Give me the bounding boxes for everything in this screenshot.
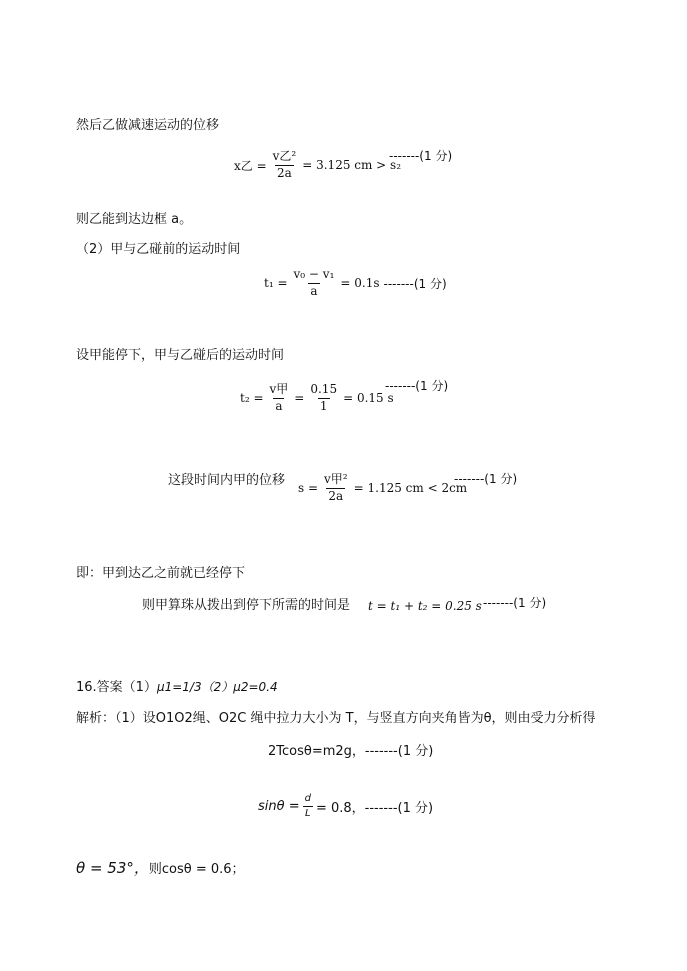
score-mark-2: -------(1 分) [383,276,447,291]
equation-1 [234,150,401,181]
equation-4-lhs: s = [298,481,319,496]
equation-2-denominator: a [310,283,318,298]
equation-4-numerator: v甲² [324,472,348,486]
cos-theta-value: 则cosθ = 0.6； [148,862,245,877]
text-line-4: 设甲能停下，甲与乙碰后的运动时间 [76,348,285,363]
equation-3-fraction-2 [308,383,339,414]
equation-2-numerator: v₀ − v₁ [293,267,335,281]
score-mark-3: -------(1 分) [385,379,449,393]
text-line-9: 解析：（1）设O1O2绳、O2C 绳中拉力大小为 T，与竖直方向夹角皆为θ，则由受力分析得 [76,711,596,726]
fraction-denominator: L [305,807,311,819]
text-line-3: （2）甲与乙碰前的运动时间 [76,242,241,257]
fraction-numerator: d [304,793,311,804]
text-line-5: 这段时间内甲的位移 [168,473,286,488]
equation-4-fraction [322,473,350,504]
equals-sign: = [294,391,305,406]
equation-3-denominator-2: 1 [319,398,328,413]
sin-theta-label: sinθ = [258,798,300,814]
equation-4-rhs: = 1.125 cm < 2cm [353,481,468,496]
text-line-11 [258,793,433,819]
answer-line [76,676,278,695]
text-line-2: 则乙能到达边框 a。 [76,212,193,227]
equation-2 [264,268,447,299]
text-line-1: 然后乙做减速运动的位移 [76,118,220,133]
answer-mu1: μ1=1/3（2） [156,680,234,694]
equation-3 [240,383,394,414]
equation-3-lhs: t₂ = [240,391,264,406]
equation-3-denominator-1: a [275,398,283,413]
equation-4 [298,473,467,504]
score-mark-1: -------(1 分) [389,149,453,163]
score-mark-5: -------(1 分) [483,596,547,610]
equation-2-fraction [292,268,337,299]
equation-4-denominator: 2a [328,488,344,503]
d-over-l-fraction [303,793,313,819]
equation-5: t = t₁ + t₂ = 0.25 s [368,599,482,613]
text-line-7: 则甲算珠从拨出到停下所需的时间是 [142,598,351,613]
equation-2-lhs: t₁ = [264,276,288,291]
equation-2-rhs: = 0.1s [340,276,380,291]
text-line-10: 2Tcosθ=m2g，-------(1 分) [268,744,434,759]
equation-1-numerator: v乙² [272,149,297,163]
equation-3-numerator-1: v甲 [269,382,289,396]
equation-1-fraction [271,150,299,181]
sin-theta-result: = 0.8，-------(1 分) [315,800,434,816]
theta-value: θ = 53°， [76,859,149,877]
equation-3-numerator-2: 0.15 [310,382,338,396]
score-mark-4: -------(1 分) [454,472,518,486]
answer-mu2: μ2=0.4 [233,680,278,694]
equation-1-rhs: = 3.125 cm > s₂ [302,158,402,173]
answer-label: 16.答案（1） [76,680,157,695]
equation-3-rhs: = 0.15 s [343,391,394,406]
text-line-12 [76,857,245,878]
equation-1-denominator: 2a [277,165,292,180]
text-line-6: 即：甲到达乙之前就已经停下 [76,566,246,581]
equation-1-lhs: x乙 = [234,158,267,173]
equation-3-fraction-1 [268,383,291,414]
